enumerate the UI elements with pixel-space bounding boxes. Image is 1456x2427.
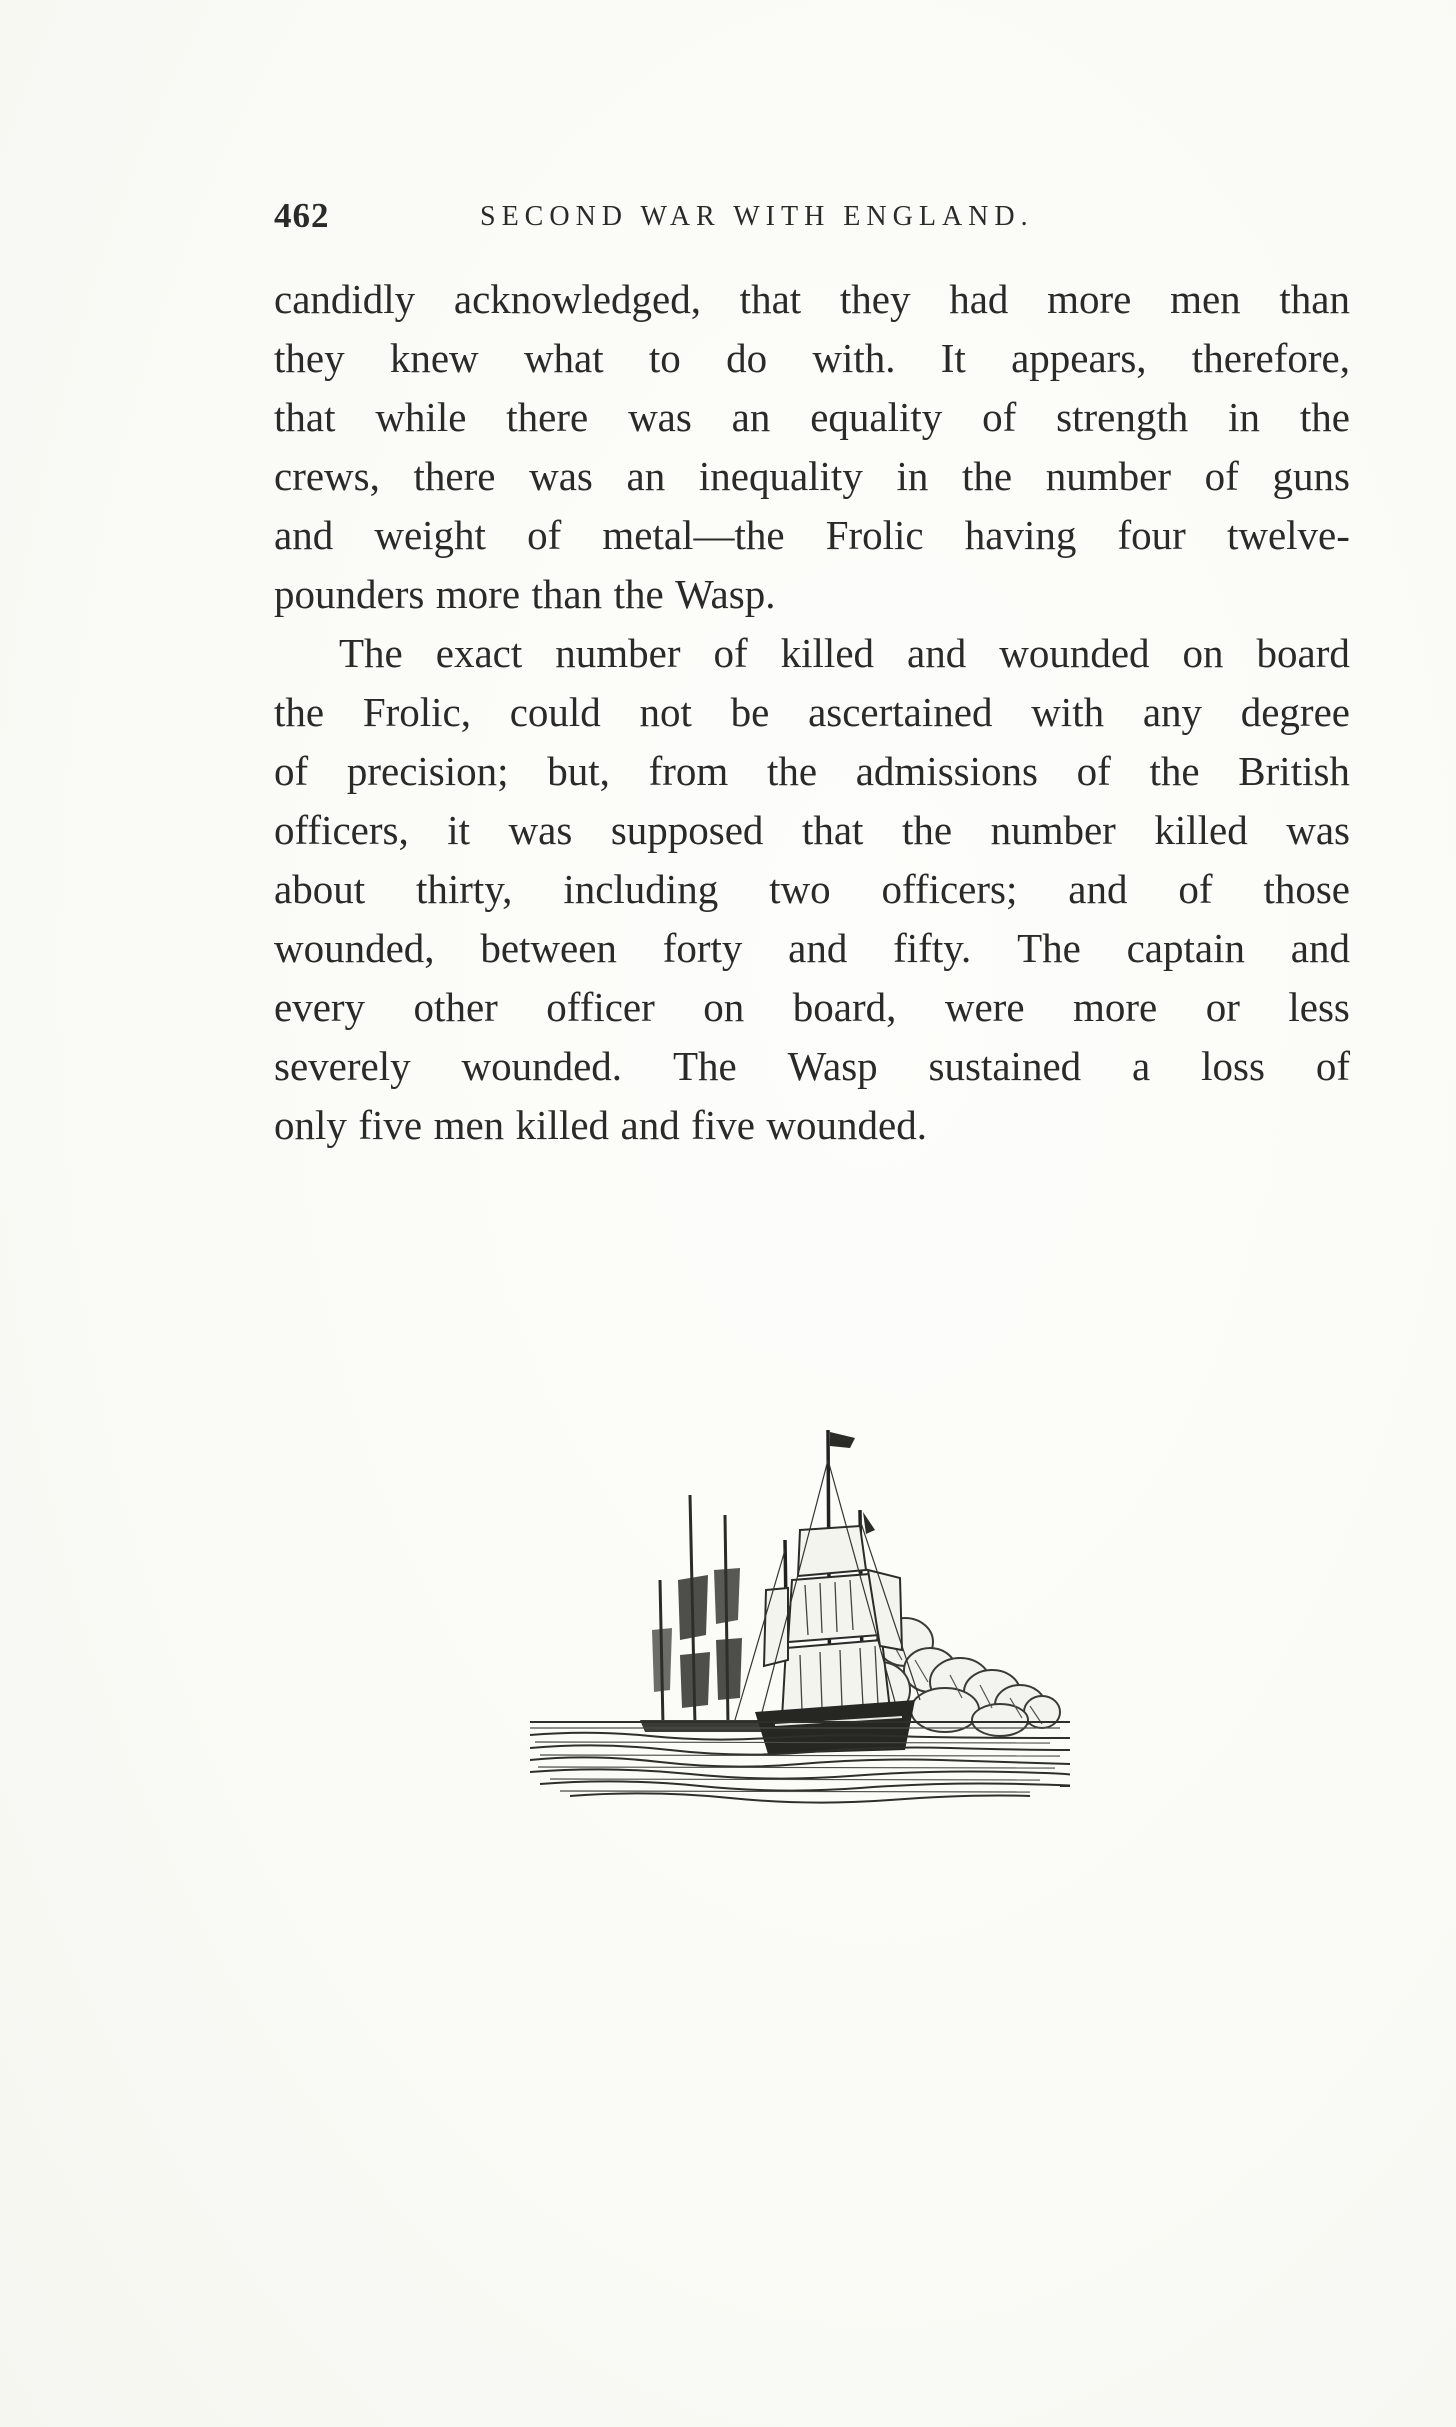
ship-engraving-icon (530, 1420, 1070, 1805)
text-line: only five men killed and five wounded. (274, 1102, 927, 1148)
text-line: pounders more than the Wasp. (274, 571, 776, 617)
running-head (274, 196, 1354, 246)
text-line: of precision; but, from the admissions of the British (274, 748, 1350, 794)
text-line: officers, it was supposed that the number killed was (274, 807, 1350, 853)
text-line: candidly acknowledged, that they had more men than (274, 276, 1350, 322)
body-text (274, 270, 1350, 1155)
text-line: severely wounded. The Wasp sustained a loss of (274, 1043, 1350, 1089)
text-line: wounded, between forty and fifty. The captain and (274, 925, 1350, 971)
text-line: The exact number of killed and wounded on board (339, 630, 1350, 676)
text-line: about thirty, including two officers; and of those (274, 866, 1350, 912)
text-line: crews, there was an inequality in the number of guns (274, 453, 1350, 499)
running-title: SECOND WAR WITH ENGLAND. (480, 201, 1034, 232)
text-line: every other officer on board, were more or less (274, 984, 1350, 1030)
text-line: and weight of metal—the Frolic having four twelve- (274, 512, 1350, 558)
text-line: the Frolic, could not be ascertained with any degree (274, 689, 1350, 735)
text-line: they knew what to do with. It appears, therefore, (274, 335, 1350, 381)
text-line: that while there was an equality of strength in the (274, 394, 1350, 440)
page-number: 462 (274, 196, 330, 235)
